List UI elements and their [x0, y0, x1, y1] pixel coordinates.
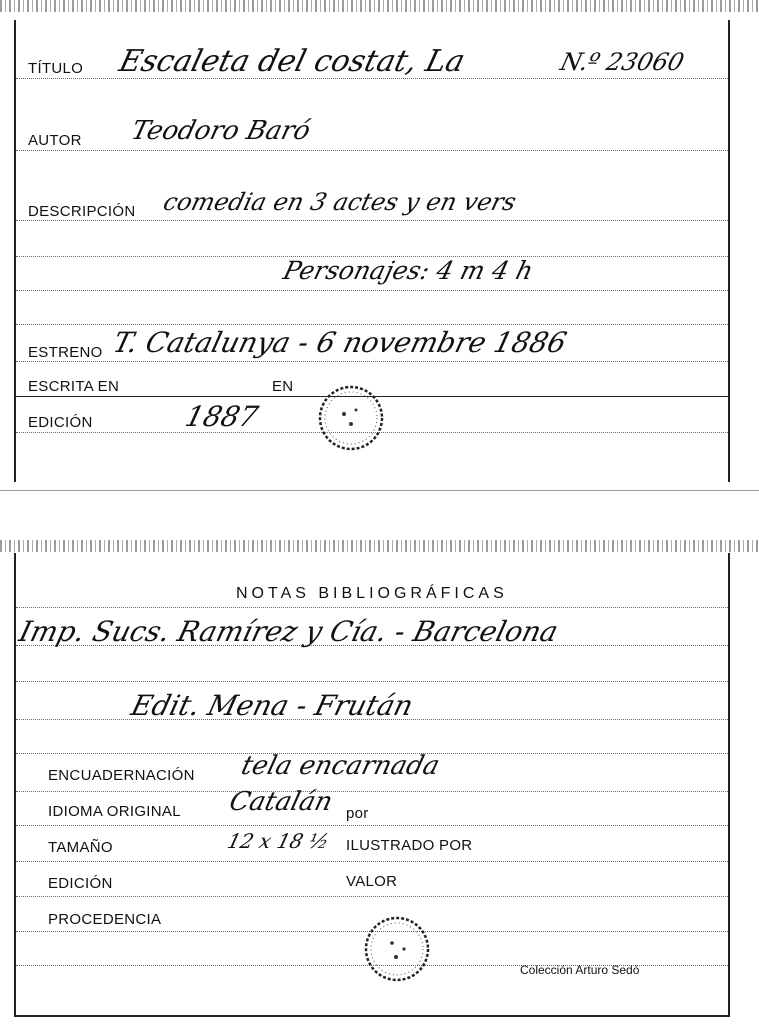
edicion-label: EDICIÓN: [28, 414, 93, 431]
ruled-line: [16, 861, 728, 862]
idioma-original-label: IDIOMA ORIGINAL: [48, 803, 181, 820]
ruled-line: [16, 791, 728, 792]
titulo-label: TÍTULO: [28, 60, 84, 77]
catalog-card-front: [14, 20, 730, 482]
library-stamp-icon: [316, 384, 386, 452]
procedencia-label: PROCEDENCIA: [48, 911, 162, 928]
notas-heading: NOTAS BIBLIOGRÁFICAS: [236, 585, 508, 602]
note-line-1: Imp. Sucs. Ramírez y Cía. - Barcelona: [15, 615, 562, 648]
titulo-value: Escaleta del costat, La: [115, 44, 469, 79]
autor-label: AUTOR: [28, 132, 82, 149]
encuadernacion-value: tela encarnada: [238, 751, 443, 781]
ruled-line: [16, 324, 728, 325]
ruled-line: [16, 825, 728, 826]
card-separator: [0, 490, 759, 491]
note-line-2: Edit. Mena - Frután: [127, 689, 417, 722]
autor-value: Teodoro Baró: [128, 116, 314, 146]
ruled-line: [16, 361, 728, 362]
encuadernacion-label: ENCUADERNACIÓN: [48, 767, 195, 784]
edicion-value: 1887: [181, 400, 262, 433]
personajes-value: Personajes: 4 m 4 h: [280, 256, 537, 285]
ruled-line: [16, 220, 728, 221]
descripcion-value: comedia en 3 actes y en vers: [160, 188, 520, 216]
descripcion-label: DESCRIPCIÓN: [28, 203, 136, 220]
top-edge-texture: [0, 0, 759, 12]
catalog-number: N.º 23060: [557, 48, 687, 76]
estreno-label: ESTRENO: [28, 344, 103, 361]
library-stamp-icon: [362, 915, 432, 983]
en-label: EN: [272, 378, 294, 395]
top-edge-texture: [0, 540, 759, 552]
ilustrado-por-label: ILUSTRADO POR: [346, 837, 473, 854]
catalog-card-back: [14, 553, 730, 1017]
estreno-value: T. Catalunya - 6 novembre 1886: [109, 326, 570, 359]
ruled-line: [16, 290, 728, 291]
ruled-line: [16, 150, 728, 151]
ruled-line: [16, 896, 728, 897]
ruled-line: [16, 681, 728, 682]
tamano-label: TAMAÑO: [48, 839, 113, 856]
ruled-line: [16, 607, 728, 608]
escrita-en-label: ESCRITA EN: [28, 378, 120, 395]
edicion-label: EDICIÓN: [48, 875, 113, 892]
idioma-original-value: Catalán: [226, 787, 336, 817]
valor-label: VALOR: [346, 873, 398, 890]
collection-credit: Colección Arturo Sedó: [520, 963, 640, 977]
por-label: por: [346, 805, 369, 822]
tamano-value: 12 x 18 ½: [225, 829, 332, 853]
